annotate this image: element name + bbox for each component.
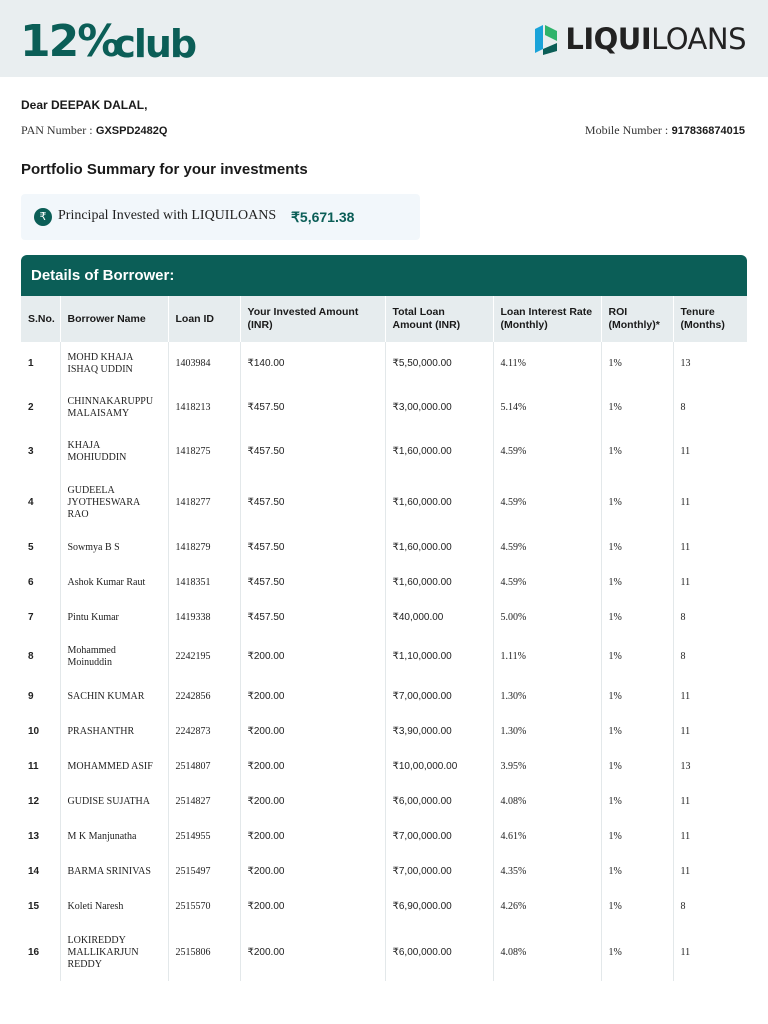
col-total-loan-amount-cell: ₹10,00,000.00 (385, 749, 493, 784)
col-roi-cell: 1% (601, 854, 673, 889)
col-interest-rate-cell: 4.59% (493, 430, 601, 474)
table-row (21, 889, 747, 924)
col-total-loan-amount-cell: ₹7,00,000.00 (385, 819, 493, 854)
col-invested-amount-cell: ₹457.50 (240, 474, 385, 531)
col-tenure-header: Tenure (Months) (673, 296, 747, 342)
col-interest-rate-cell: 1.30% (493, 714, 601, 749)
col-interest-rate-cell: 4.26% (493, 889, 601, 924)
mobile-number (585, 123, 745, 138)
col-tenure-cell: 11 (680, 542, 691, 553)
col-sno-cell: 13 (21, 819, 60, 854)
col-loan-id-cell: 1418277 (168, 474, 240, 531)
table-row (21, 784, 747, 819)
col-loan-id-cell: 1403984 (168, 342, 240, 386)
col-invested-amount-cell: ₹457.50 (240, 565, 385, 600)
principal-label: Principal Invested with LIQUILOANS (58, 208, 277, 223)
col-loan-id-cell: 2242873 (168, 714, 240, 749)
twelve-percent-club-logo (20, 12, 196, 67)
mobile-value: 917836874015 (671, 125, 745, 137)
col-borrower-name-cell: MOHAMMED ASIF (60, 749, 168, 784)
col-invested-amount-cell: ₹200.00 (240, 749, 385, 784)
col-loan-id-cell: 1419338 (168, 600, 240, 635)
col-sno-cell: 8 (21, 635, 60, 679)
table-row (21, 565, 747, 600)
col-total-loan-amount-cell: ₹1,60,000.00 (385, 474, 493, 531)
col-borrower-name-cell: BARMA SRINIVAS (60, 854, 168, 889)
col-sno-cell: 16 (21, 924, 60, 981)
col-sno-header: S.No. (21, 296, 60, 342)
col-invested-amount-cell: ₹200.00 (240, 819, 385, 854)
col-roi-cell: 1% (601, 819, 673, 854)
col-loan-id-cell: 2514955 (168, 819, 240, 854)
col-sno-cell: 11 (21, 749, 60, 784)
col-loan-id-cell: 1418213 (168, 386, 240, 430)
col-total-loan-amount-cell: ₹6,00,000.00 (385, 784, 493, 819)
col-loan-id-cell: 1418275 (168, 430, 240, 474)
col-loan-id-cell: 2242856 (168, 679, 240, 714)
logo-light-text: LOANS (651, 22, 746, 56)
col-borrower-name-cell: Ashok Kumar Raut (60, 565, 168, 600)
col-sno-cell: 12 (21, 784, 60, 819)
table-row (21, 531, 747, 565)
table-row (21, 386, 747, 430)
col-tenure-cell: 8 (680, 900, 686, 912)
pan-value: GXSPD2482Q (95, 125, 168, 137)
table-row (21, 924, 747, 981)
col-borrower-name-cell: Mohammed Moinuddin (60, 635, 168, 679)
col-roi-cell: 1% (601, 342, 673, 386)
col-sno-cell: 10 (21, 714, 60, 749)
table-row (21, 854, 747, 889)
table-row (21, 749, 747, 784)
col-total-loan-amount-cell: ₹7,00,000.00 (385, 679, 493, 714)
col-roi-cell: 1% (601, 749, 673, 784)
col-borrower-name-cell: M K Manjunatha (60, 819, 168, 854)
col-borrower-name-header: Borrower Name (60, 296, 168, 342)
col-loan-id-cell: 2514807 (168, 749, 240, 784)
logo-word: club (113, 22, 196, 66)
col-tenure-cell: 13 (680, 760, 691, 772)
col-tenure-cell: 8 (680, 611, 686, 623)
principal-invested-card (21, 194, 420, 240)
col-sno-cell: 15 (21, 889, 60, 924)
col-interest-rate-cell: 4.08% (493, 784, 601, 819)
col-loan-id-cell: 2515570 (168, 889, 240, 924)
col-loan-id-header: Loan ID (168, 296, 240, 342)
col-invested-amount-cell: ₹200.00 (240, 889, 385, 924)
logo-number: 12% (20, 16, 120, 67)
col-tenure-cell: 11 (680, 446, 691, 457)
col-roi-cell: 1% (601, 565, 673, 600)
col-interest-rate-cell: 4.61% (493, 819, 601, 854)
col-total-loan-amount-cell: ₹3,00,000.00 (385, 386, 493, 430)
principal-value: ₹5,671.38 (291, 209, 355, 225)
col-borrower-name-cell: KHAJA MOHIUDDIN (60, 430, 168, 474)
col-total-loan-amount-cell: ₹5,50,000.00 (385, 342, 493, 386)
col-invested-amount-cell: ₹200.00 (240, 714, 385, 749)
col-roi-cell: 1% (601, 784, 673, 819)
col-invested-amount-cell: ₹200.00 (240, 924, 385, 981)
col-roi-cell: 1% (601, 600, 673, 635)
table-row (21, 679, 747, 714)
col-borrower-name-cell: SACHIN KUMAR (60, 679, 168, 714)
borrower-details-title: Details of Borrower: (31, 267, 175, 284)
col-tenure-cell: 8 (680, 651, 686, 662)
col-invested-amount-cell: ₹200.00 (240, 854, 385, 889)
col-tenure-cell: 13 (680, 358, 691, 369)
col-sno-cell: 14 (21, 854, 60, 889)
col-roi-cell: 1% (601, 679, 673, 714)
col-invested-amount-cell: ₹457.50 (240, 386, 385, 430)
col-borrower-name-cell: Pintu Kumar (60, 600, 168, 635)
pan-number (21, 123, 167, 138)
col-total-loan-amount-cell: ₹7,00,000.00 (385, 854, 493, 889)
col-borrower-name-cell: GUDEELA JYOTHESWARA RAO (60, 474, 168, 531)
col-borrower-name-cell: Sowmya B S (60, 531, 168, 565)
liquiloans-mark-icon (533, 23, 559, 55)
col-invested-amount-cell: ₹457.50 (240, 531, 385, 565)
col-interest-rate-cell: 5.00% (493, 600, 601, 635)
col-roi-header: ROI (Monthly)* (601, 296, 673, 342)
col-sno-cell: 1 (21, 342, 60, 386)
col-roi-cell: 1% (601, 714, 673, 749)
col-tenure-cell: 11 (680, 830, 691, 842)
col-tenure-cell: 11 (680, 496, 691, 508)
col-sno-cell: 2 (21, 386, 60, 430)
col-total-loan-amount-cell: ₹1,60,000.00 (385, 565, 493, 600)
greeting: Dear DEEPAK DALAL, (21, 98, 148, 112)
col-interest-rate-cell: 3.95% (493, 749, 601, 784)
table-row (21, 600, 747, 635)
table-header-row (21, 296, 747, 342)
col-loan-id-cell: 1418279 (168, 531, 240, 565)
table-row (21, 819, 747, 854)
col-tenure-cell: 11 (680, 795, 691, 807)
col-sno-cell: 9 (21, 679, 60, 714)
col-sno-cell: 6 (21, 565, 60, 600)
col-roi-cell: 1% (601, 924, 673, 981)
col-roi-cell: 1% (601, 474, 673, 531)
col-sno-cell: 5 (21, 531, 60, 565)
col-total-loan-amount-cell: ₹3,90,000.00 (385, 714, 493, 749)
col-sno-cell: 4 (21, 474, 60, 531)
col-interest-rate-cell: 5.14% (493, 386, 601, 430)
col-total-loan-amount-cell: ₹1,60,000.00 (385, 430, 493, 474)
portfolio-summary-title: Portfolio Summary for your investments (21, 161, 308, 178)
col-interest-rate-cell: 4.08% (493, 924, 601, 981)
page-header (0, 0, 768, 77)
col-borrower-name-cell: Koleti Naresh (60, 889, 168, 924)
col-total-loan-amount-cell: ₹40,000.00 (385, 600, 493, 635)
table-row (21, 635, 747, 679)
col-total-loan-amount-cell: ₹1,60,000.00 (385, 531, 493, 565)
col-total-loan-amount-cell: ₹6,00,000.00 (385, 924, 493, 981)
col-roi-cell: 1% (601, 635, 673, 679)
col-total-loan-amount-cell: ₹1,10,000.00 (385, 635, 493, 679)
liquiloans-logo (533, 22, 746, 56)
col-tenure-cell: 11 (680, 865, 691, 877)
col-interest-rate-cell: 1.11% (493, 635, 601, 679)
col-interest-rate-cell: 4.11% (493, 342, 601, 386)
col-borrower-name-cell: PRASHANTHR (60, 714, 168, 749)
col-tenure-cell: 8 (680, 402, 686, 413)
col-total-loan-amount-header: Total Loan Amount (INR) (385, 296, 493, 342)
col-borrower-name-cell: CHINNAKARUPPU MALAISAMY (60, 386, 168, 430)
table-body (21, 342, 747, 981)
borrower-table (21, 296, 747, 981)
col-invested-amount-header: Your Invested Amount (INR) (240, 296, 385, 342)
borrower-details-header (21, 255, 747, 296)
col-invested-amount-cell: ₹457.50 (240, 600, 385, 635)
col-interest-rate-header: Loan Interest Rate (Monthly) (493, 296, 601, 342)
col-roi-cell: 1% (601, 889, 673, 924)
col-invested-amount-cell: ₹140.00 (240, 342, 385, 386)
col-invested-amount-cell: ₹200.00 (240, 635, 385, 679)
col-tenure-cell: 11 (680, 576, 691, 588)
pan-label: PAN Number : (21, 123, 93, 137)
col-loan-id-cell: 2242195 (168, 635, 240, 679)
col-interest-rate-cell: 4.59% (493, 531, 601, 565)
col-borrower-name-cell: LOKIREDDY MALLIKARJUN REDDY (60, 924, 168, 981)
col-borrower-name-cell: MOHD KHAJA ISHAQ UDDIN (60, 342, 168, 386)
table-row (21, 430, 747, 474)
col-interest-rate-cell: 4.59% (493, 565, 601, 600)
account-info-row (21, 123, 745, 139)
col-invested-amount-cell: ₹200.00 (240, 679, 385, 714)
col-loan-id-cell: 2515497 (168, 854, 240, 889)
mobile-label: Mobile Number : (584, 123, 669, 137)
col-sno-cell: 3 (21, 430, 60, 474)
col-tenure-cell: 11 (680, 690, 691, 702)
col-interest-rate-cell: 4.59% (493, 474, 601, 531)
col-roi-cell: 1% (601, 386, 673, 430)
table-row (21, 342, 747, 386)
table-row (21, 714, 747, 749)
logo-bold-text: LIQUI (565, 22, 652, 56)
col-tenure-cell: 11 (680, 946, 691, 958)
col-invested-amount-cell: ₹457.50 (240, 430, 385, 474)
col-tenure-cell: 11 (680, 725, 691, 737)
col-invested-amount-cell: ₹200.00 (240, 784, 385, 819)
col-interest-rate-cell: 1.30% (493, 679, 601, 714)
col-loan-id-cell: 2515806 (168, 924, 240, 981)
col-interest-rate-cell: 4.35% (493, 854, 601, 889)
col-roi-cell: 1% (601, 531, 673, 565)
col-roi-cell: 1% (601, 430, 673, 474)
col-total-loan-amount-cell: ₹6,90,000.00 (385, 889, 493, 924)
table-row (21, 474, 747, 531)
col-loan-id-cell: 1418351 (168, 565, 240, 600)
col-loan-id-cell: 2514827 (168, 784, 240, 819)
rupee-icon: ₹ (34, 208, 52, 226)
col-sno-cell: 7 (21, 600, 60, 635)
col-borrower-name-cell: GUDISE SUJATHA (60, 784, 168, 819)
